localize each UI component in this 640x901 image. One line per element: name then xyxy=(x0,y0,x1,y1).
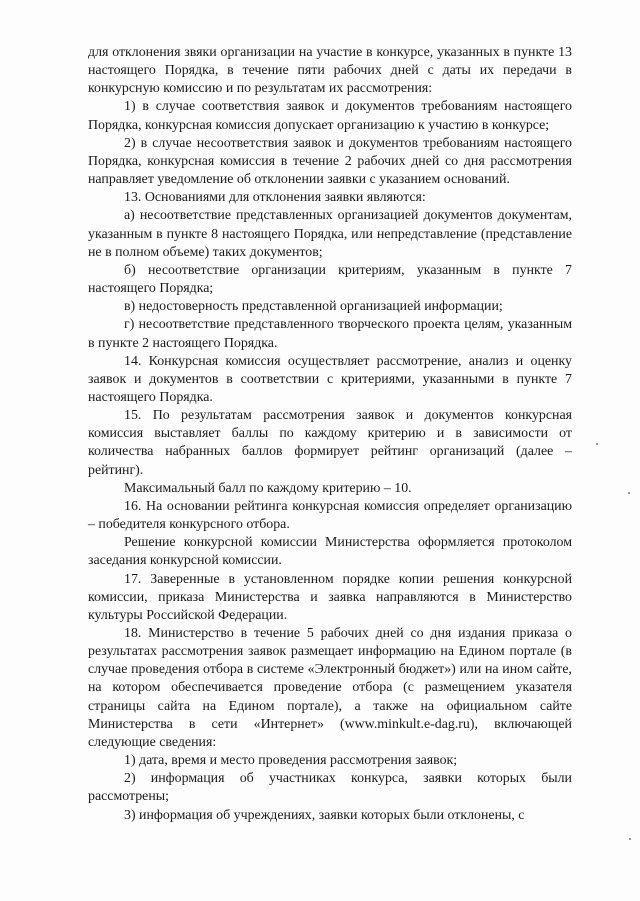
paragraph-2: 1) в случае соответствия заявок и документов требованиям настоящего Порядка, конкурсная комиссия допускает организацию к участию в конкурсе; xyxy=(88,99,572,133)
scan-speck xyxy=(629,838,631,840)
paragraph-11: Максимальный балл по каждому критерию – 10. xyxy=(124,480,412,496)
paragraph-5: а) несоответствие представленных организацией документов документам, указанным в пункте 8 настоящего Порядка, или непредставление (представление не в полном объеме) таких документов; xyxy=(88,208,572,260)
paragraph-9: 14. Конкурсная комиссия осуществляет рассмотрение, анализ и оценку заявок и документов в соответствии с критериями, указанными в пункте 7 настоящего Порядка. xyxy=(88,353,572,405)
paragraph-4: 13. Основаниями для отклонения заявки являются: xyxy=(124,190,426,206)
paragraph-12: 16. На основании рейтинга конкурсная комиссия определяет организацию – победителя конкурсного отбора. xyxy=(88,498,572,533)
paragraph-15: 18. Министерство в течение 5 рабочих дней со дня издания приказа о результатах рассмотрения заявок размещает информацию на Едином портале (в случае проведения отбора в системе «Электронный бюджет») или на ином сайте, на котором обеспечивается проведение отбора (с размещением указателя страницы сайта на Едином портале), а также на официальном сайте Министерства в сети «Интернет» (www.minkult.e-dag.ru), включающей следующие сведения: xyxy=(88,626,572,750)
paragraph-10: 15. По результатам рассмотрения заявок и документов конкурсная комиссия выставляет баллы по каждому критерию и в зависимости от количества набранных баллов формирует рейтинг организаций (далее – рейтинг). xyxy=(88,408,572,478)
paragraph-3: 2) в случае несоответствия заявок и документов требованиям настоящего Порядка, конкурсная комиссия в течение 2 рабочих дней со дня рассмотрения направляет уведомление об отклонении заявки с указанием оснований. xyxy=(88,135,572,188)
paragraph-13: Решение конкурсной комиссии Министерства оформляется протоколом заседания конкурсной комиссии. xyxy=(88,535,572,569)
paragraph-18: 3) информация об учреждениях, заявки которых были отклонены, с xyxy=(124,807,525,823)
paragraph-8: г) несоответствие представленного творческого проекта целям, указанным в пункте 2 настоящего Порядка. xyxy=(88,317,572,351)
paragraph-1: для отклонения звяки организации на участие в конкурсе, указанных в пункте 13 настоящего Порядка, в течение пяти рабочих дней с даты их передачи в конкурсную комиссию и по результатам их рассмотрения: xyxy=(88,45,572,97)
document-body xyxy=(88,44,572,825)
paragraph-16: 1) дата, время и место проведения рассмотрения заявок; xyxy=(124,753,458,769)
scan-speck xyxy=(596,443,598,445)
paragraph-14: 17. Заверенные в установленном порядке копии решения конкурсной комиссии, приказа Министерства и заявка направляются в Министерство культуры Российской Федерации. xyxy=(88,571,572,623)
paragraph-7: в) недостоверность представленной организацией информации; xyxy=(124,299,503,315)
paragraph-17: 2) информация об участниках конкурса, заявки которых были рассмотрены; xyxy=(88,771,572,805)
scan-speck xyxy=(628,492,630,494)
paragraph-6: б) несоответствие организации критериям, указанным в пункте 7 настоящего Порядка; xyxy=(88,262,572,297)
